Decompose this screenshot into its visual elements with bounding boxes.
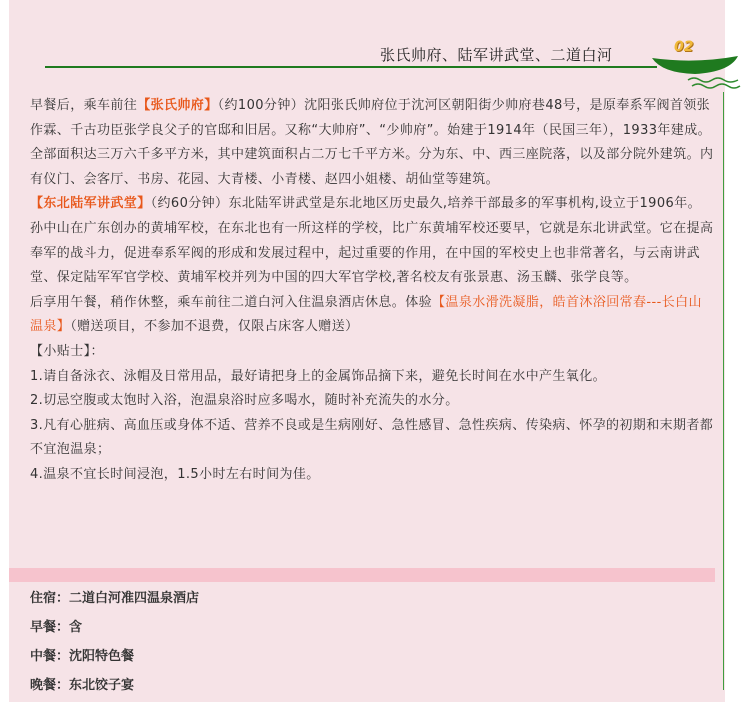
title-underline <box>45 66 657 68</box>
tip-item: 4.温泉不宜长时间浸泡，1.5小时左右时间为佳。 <box>30 466 320 482</box>
day-badge <box>648 36 742 92</box>
boat-wave-icon <box>648 36 742 92</box>
highlight-hotspring: 【温泉水滑洗凝脂，皓首沐浴回常春---长白山温泉】 <box>30 294 702 335</box>
breakfast-value: 含 <box>69 620 83 635</box>
paragraph-zhangshi <box>30 94 714 192</box>
green-vertical-line <box>723 92 724 690</box>
paragraph-jiangwutang <box>30 192 714 290</box>
meals-info <box>30 588 199 704</box>
breakfast-label: 早餐： <box>30 620 70 635</box>
dinner-value: 东北饺子宴 <box>69 678 135 693</box>
tip-item: 3.凡有心脏病、高血压或身体不适、营养不良或是生病刚好、急性感冒、急性疾病、传染病、怀孕的初期和末期者都不宜泡温泉； <box>30 417 714 458</box>
tip-item: 1.请自备泳衣、泳帽及日常用品，最好请把身上的金属饰品摘下来，避免长时间在水中产生氧化。 <box>30 368 607 384</box>
stay-label: 住宿： <box>30 591 70 606</box>
lunch-value: 沈阳特色餐 <box>69 649 135 664</box>
highlight-zhangshi: 【张氏帅府】 <box>137 98 218 113</box>
lunch-row <box>30 646 199 675</box>
day-number: 02 <box>674 39 694 55</box>
lunch-label: 中餐： <box>30 649 70 664</box>
itinerary-text <box>30 94 714 488</box>
para1-post: （约100分钟）沈阳张氏帅府位于沈河区朝阳街少帅府巷48号，是原奉系军阀首领张作霖、千古功臣张学良父子的官邸和旧居。又称“大帅府”、“少帅府”。始建于1914年（民国三年），1933年建成。全部面积达三万六千多平方米，其中建筑面积占二万七千平方米。分为东、中、西三座院落，以及部分院外建筑。内有仪门、会客厅、书房、花园、大青楼、小青楼、赵四小姐楼、胡仙堂等建筑。 <box>30 98 714 187</box>
stay-value: 二道白河准四温泉酒店 <box>69 591 200 606</box>
highlight-jiangwutang: 【东北陆军讲武堂】 <box>30 196 151 212</box>
paragraph-hotspring <box>30 291 714 340</box>
dinner-label: 晚餐： <box>30 678 70 693</box>
breakfast-row <box>30 617 199 646</box>
dinner-row <box>30 675 199 704</box>
stay-row <box>30 588 199 617</box>
para3-pre: 后享用午餐，稍作休整，乘车前往二道白河入住温泉酒店休息。体验 <box>30 294 433 310</box>
para3-post: （赠送项目，不参加不退费，仅限占床客人赠送） <box>70 319 359 335</box>
para2-post: （约60分钟）东北陆军讲武堂是东北地区历史最久,培养干部最多的军事机构,设立于1906年。孙中山在广东创办的黄埔军校，在东北也有一所这样的学校，比广东黄埔军校还要早，它就是东北讲武堂。它在提高奉军的战斗力，促进奉系军阀的形成和发展过程中，起过重要的作用，在中国的军校史上也非常著名，与云南讲武堂、保定陆军军官学校、黄埔军校并列为中国的四大军官学校,著名校友有张景惠、汤玉麟、张学良等。 <box>30 196 714 286</box>
tip-item: 2.切忌空腹或太饱时入浴，泡温泉浴时应多喝水，随时补充流失的水分。 <box>30 393 459 409</box>
tips-title: 【小贴士】： <box>30 343 104 359</box>
day-title: 张氏帅府、陆军讲武堂、二道白河 <box>380 46 613 64</box>
section-divider-band <box>9 568 715 582</box>
para1-pre: 早餐后，乘车前往 <box>30 98 138 113</box>
